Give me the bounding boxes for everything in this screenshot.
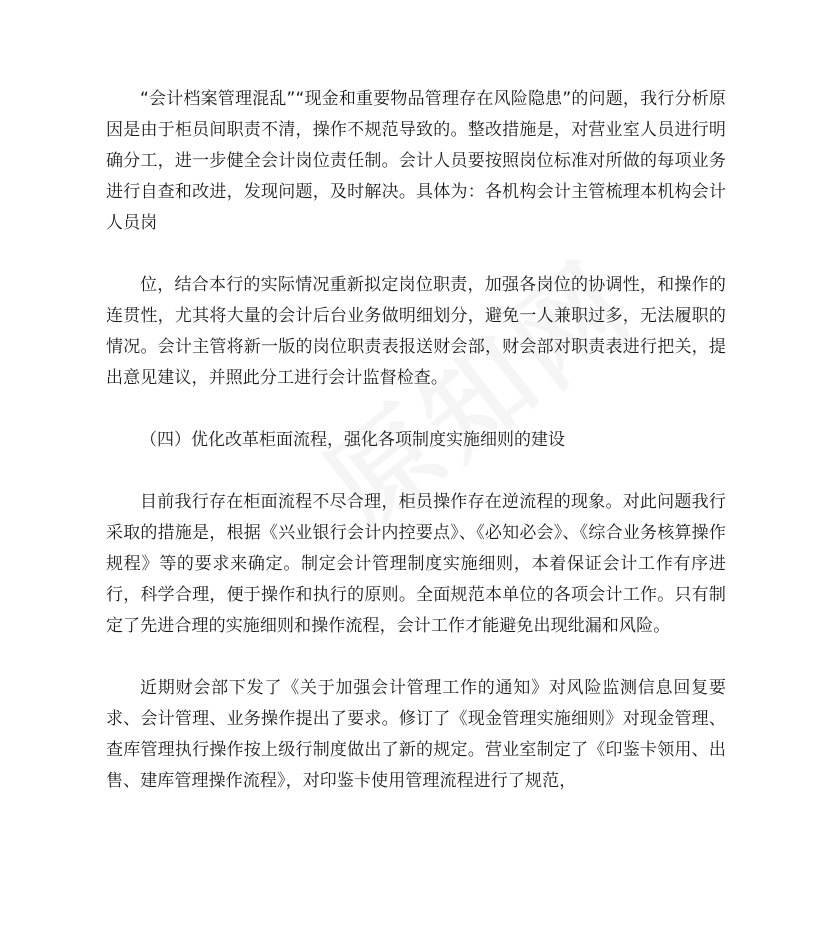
paragraph-1: “会计档案管理混乱”“现金和重要物品管理存在风险隐患”的问题，我行分析原因是由于柜员间职责不清，操作不规范导致的。整改措施是，对营业室人员进行明确分工，进一步健全会计岗位责任制。会计人员要按照岗位标准对所做的每项业务进行自查和改进，发现问题，及时解决。具体为：各机构会计主管梳理本机构会计人员岗 [106,89,726,233]
section-heading: （四）优化改革柜面流程，强化各项制度实施细则的建设 [140,430,565,450]
paragraph-gap [106,456,726,487]
paragraph-gap [106,394,726,425]
paragraph-gap [106,642,726,673]
paragraph-2: 位，结合本行的实际情况重新拟定岗位职责，加强各岗位的协调性，和操作的连贯性，尤其将大量的会计后台业务做明细划分，避免一人兼职过多，无法履职的情况。会计主管将新一版的岗位职责表报送财会部，财会部对职责表进行把关，提出意见建议，并照此分工进行会计监督检查。 [106,275,726,388]
paragraph-4: 近期财会部下发了《关于加强会计管理工作的通知》对风险监测信息回复要求、会计管理、业务操作提出了要求。修订了《现金管理实施细则》对现金管理、查库管理执行操作按上级行制度做出了新的规定。营业室制定了《印鉴卡领用、出售、建库管理操作流程》，对印鉴卡使用管理流程进行了规范， [106,678,726,791]
document-body [106,84,726,797]
paragraph-3: 目前我行存在柜面流程不尽合理，柜员操作存在逆流程的现象。对此问题我行采取的措施是，根据《兴业银行会计内控要点》、《必知必会》、《综合业务核算操作规程》等的要求来确定。制定会计管理制度实施细则，本着保证会计工作有序进行，科学合理，便于操作和执行的原则。全面规范本单位的各项会计工作。只有制定了先进合理的实施细则和操作流程，会计工作才能避免出现纰漏和风险。 [106,492,726,636]
paragraph-gap [106,239,726,270]
